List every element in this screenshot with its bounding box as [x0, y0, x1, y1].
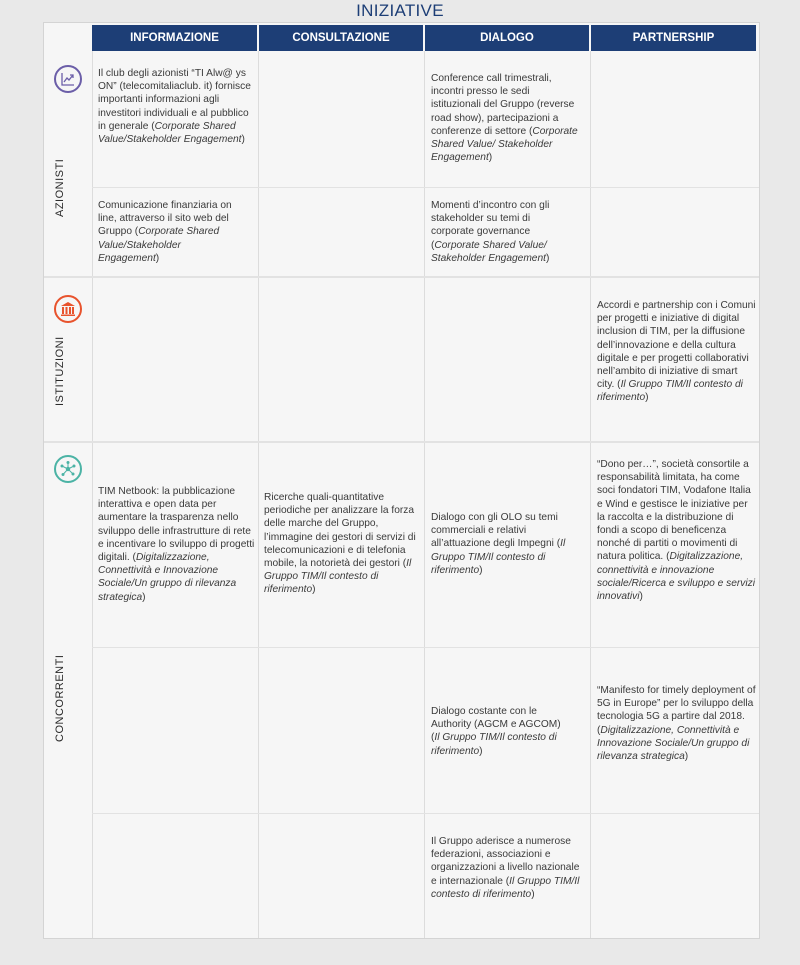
section-divider — [44, 441, 759, 443]
column-divider — [590, 51, 591, 938]
row-divider — [92, 647, 759, 648]
cell-concorrenti-consultazione-1: Ricerche quali-quantitative periodiche per analizzare la forza delle marche del Gruppo, l’immagine dei gestori di servizi di telecomunicazioni e di telefonia mobile, la notorietà dei gestori (Il Gruppo TIM/Il contesto di riferimento) — [264, 492, 416, 596]
cell-concorrenti-dialogo-2: Dialogo costante con le Authority (AGCM e AGCOM) (Il Gruppo TIM/Il contesto di riferimento) — [431, 706, 561, 757]
row-divider — [92, 187, 759, 188]
column-header-partnership: PARTNERSHIP — [591, 25, 756, 51]
cell-azionisti-dialogo-2: Momenti d’incontro con gli stakeholder su temi di corporate governance (Corporate Shared Value/ Stakeholder Engagement) — [431, 200, 550, 264]
cell-concorrenti-dialogo-3: Il Gruppo aderisce a numerose federazioni, associazioni e organizzazioni a livello nazionale e internazionale (Il Gruppo TIM/Il contesto di riferimento) — [431, 836, 580, 900]
cell-concorrenti-partnership-2: “Manifesto for timely deployment of 5G in Europe” per lo sviluppo della tecnologia 5G a partire dal 2018. (Digitalizzazione, Connettività e Innovazione Sociale/Un gruppo di rilevanza strategica) — [597, 685, 756, 763]
column-header-informazione: INFORMAZIONE — [92, 25, 257, 51]
cell-concorrenti-dialogo-1: Dialogo con gli OLO su temi commerciali e relativi all’attuazione degli Impegni (Il Gruppo TIM/Il contesto di riferimento) — [431, 512, 566, 576]
institution-building-icon — [54, 295, 82, 323]
column-divider — [92, 51, 93, 938]
stakeholder-label-concorrenti: CONCORRENTI — [54, 654, 66, 742]
row-divider — [92, 813, 759, 814]
column-divider — [424, 51, 425, 938]
initiatives-table — [43, 22, 760, 939]
cell-concorrenti-partnership-1: “Dono per…”, società consortile a responsabilità limitata, ha come soci fondatori TIM, Vodafone Italia e Wind e gestisce le iniziative per la raccolta e la distribuzione di fondi a scopo di beneficenza nonché di partiti o movimenti di natura politica. (Digitalizzazione, connettività e innovazione sociale/Ricerca e sviluppo e servizi innovativi) — [597, 459, 755, 603]
cell-azionisti-informazione-2: Comunicazione finanziaria on line, attraverso il sito web del Gruppo (Corporate Shared Value/Stakeholder Engagement) — [98, 200, 232, 264]
page-title: INIZIATIVE — [356, 1, 444, 20]
cell-concorrenti-informazione-1: TIM Netbook: la pubblicazione interattiva e open data per aumentare la trasparenza nello sviluppo delle infrastrutture di rete e incentivare lo sviluppo di progetti digitali. (Digitalizzazione, Connettività e Innovazione Sociale/Un gruppo di rilevanza strategica) — [98, 486, 255, 603]
column-divider — [258, 51, 259, 938]
column-header-dialogo: DIALOGO — [425, 25, 589, 51]
section-divider — [44, 276, 759, 278]
stakeholder-label-istituzioni: ISTITUZIONI — [54, 336, 66, 406]
stakeholder-label-azionisti: AZIONISTI — [54, 158, 66, 218]
cell-istituzioni-partnership: Accordi e partnership con i Comuni per progetti e iniziative di digital inclusion di TIM, per la diffusione dell’innovazione e della cultura digitale e per progetti collaborativi nell’ambito di iniziative di smart city. (Il Gruppo TIM/Il contesto di riferimento) — [597, 300, 756, 404]
chart-growth-icon — [54, 65, 82, 93]
table-header — [92, 25, 756, 51]
column-header-consultazione: CONSULTAZIONE — [259, 25, 423, 51]
cell-azionisti-dialogo-1: Conference call trimestrali, incontri presso le sedi istituzionali del Gruppo (reverse road show), partecipazioni a conferenze di settore (Corporate Shared Value/ Stakeholder Engagement) — [431, 73, 578, 164]
network-nodes-icon — [54, 455, 82, 483]
cell-azionisti-informazione-1: Il club degli azionisti “TI Alw@ ys ON” (telecomitaliaclub. it) fornisce importanti informazioni agli investitori individuali e al pubblico in generale (Corporate Shared Value/Stakeholder Engagement) — [98, 68, 251, 146]
